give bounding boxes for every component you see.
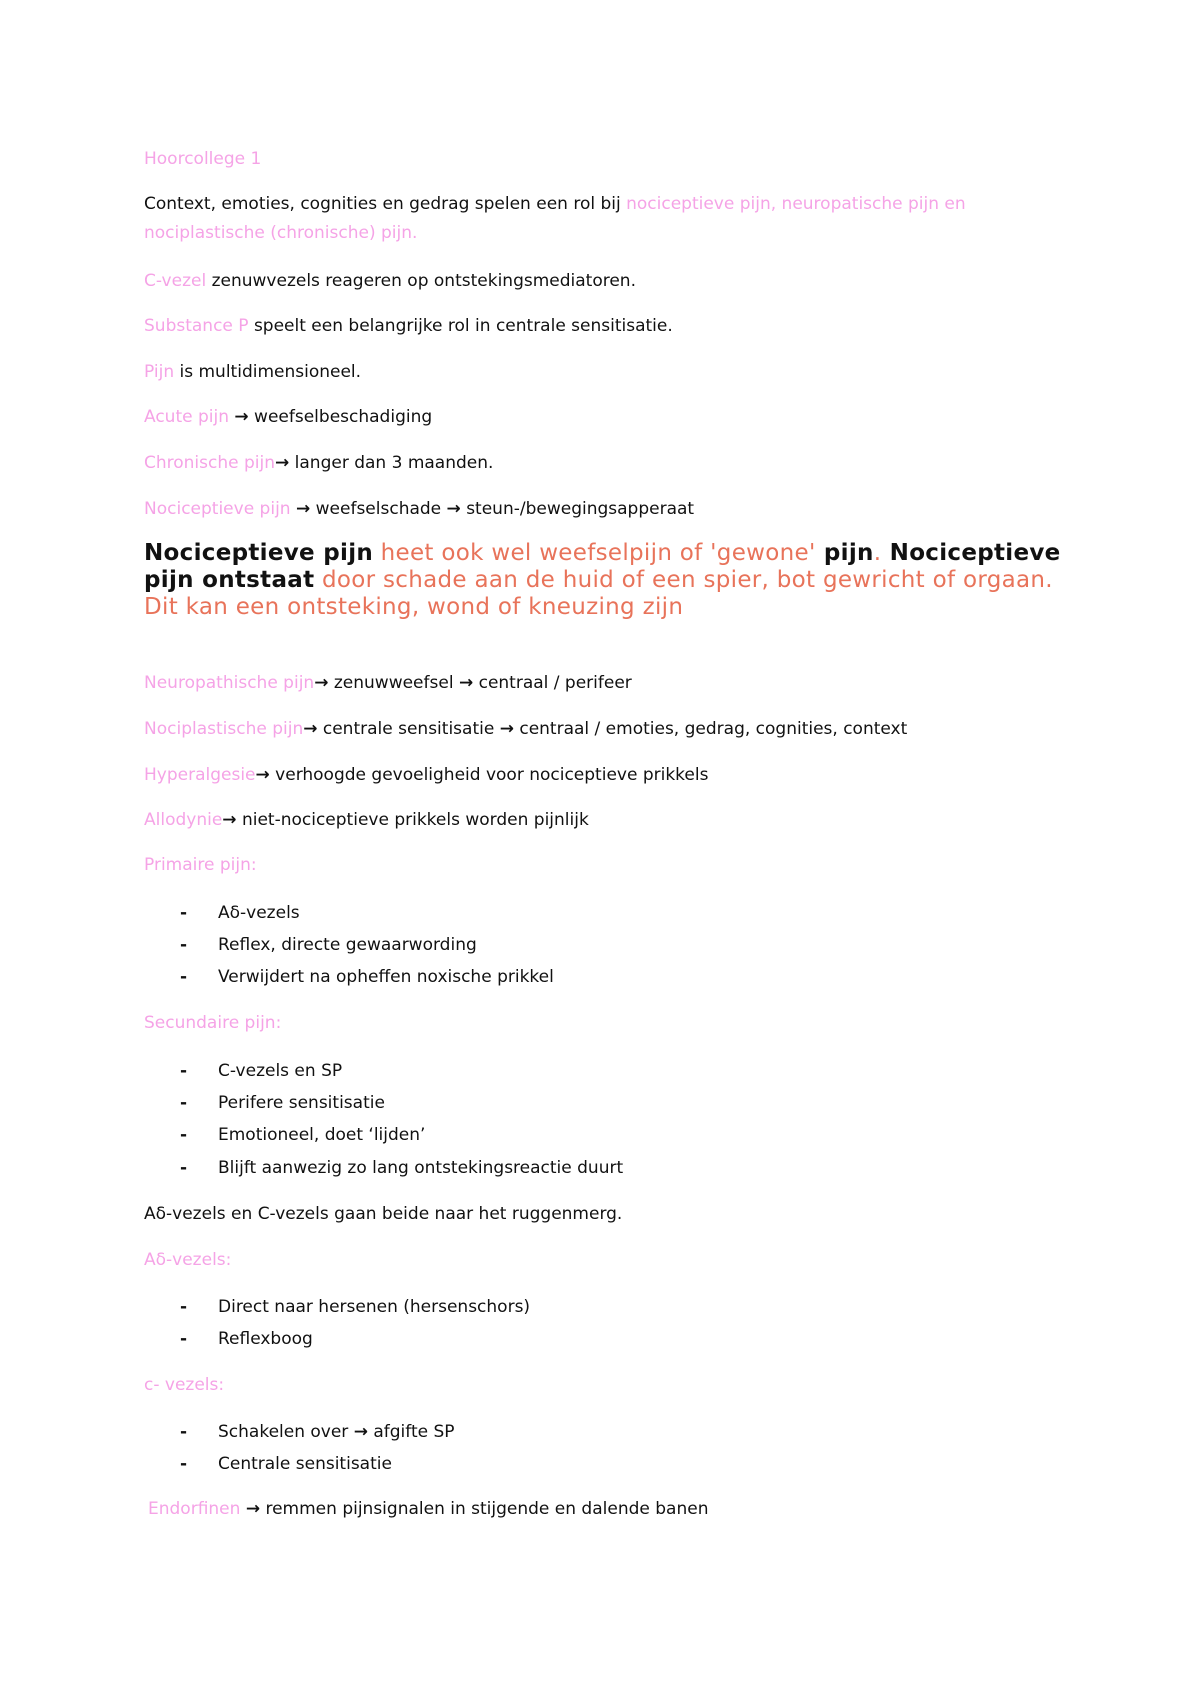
arrow-right-icon: →	[314, 673, 329, 693]
highlight-bold: Nociceptieve pijn	[144, 540, 374, 566]
highlight-colored: .	[873, 540, 882, 566]
highlight-colored: door schade aan de huid of een spier, bot gewricht of orgaan. Dit kan een ontsteking, wond of kneuzing zijn	[144, 567, 1053, 620]
term: Hyperalgesie	[144, 765, 256, 785]
list-item	[180, 934, 477, 956]
intro-line-1	[144, 193, 966, 215]
bullet-dash: -	[180, 1454, 188, 1474]
bullet-dash: -	[180, 1158, 188, 1178]
list-item	[180, 1421, 455, 1443]
section-title-primaire: Primaire pijn:	[144, 855, 257, 875]
statement-both-fibers: Aδ-vezels en C-vezels gaan beide naar het ruggenmerg.	[144, 1204, 623, 1224]
intro-text: Context, emoties, cognities en gedrag spelen een rol bij	[144, 194, 627, 214]
statement-neuropathische-pijn	[144, 672, 632, 694]
arrow-right-icon: →	[353, 1422, 368, 1442]
list-item-text: Schakelen over	[218, 1422, 354, 1442]
list-item	[180, 1453, 392, 1475]
list-item	[180, 966, 554, 988]
list-item-text: Perifere sensitisatie	[218, 1093, 385, 1113]
bullet-dash: -	[180, 967, 188, 987]
term: Pijn	[144, 362, 175, 382]
arrow-right-icon: →	[222, 810, 237, 830]
highlight-bold: pijn	[815, 540, 874, 566]
arrow-right-icon: →	[446, 499, 461, 519]
statement-text: langer dan 3 maanden.	[289, 453, 494, 473]
statement-text: is multidimensioneel.	[174, 362, 362, 382]
term: Allodynie	[144, 810, 223, 830]
bullet-dash: -	[180, 1093, 188, 1113]
bullet-dash: -	[180, 1297, 188, 1317]
list-item-text: Centrale sensitisatie	[218, 1454, 392, 1474]
arrow-right-icon: →	[303, 719, 318, 739]
bullet-dash: -	[180, 1329, 188, 1349]
section-title-adelta: Aδ-vezels:	[144, 1250, 232, 1270]
highlight-colored: heet ook wel weefselpijn of 'gewone'	[373, 540, 816, 566]
statement-acute-pijn	[144, 406, 432, 428]
section-title-secundaire: Secundaire pijn:	[144, 1013, 282, 1033]
arrow-right-icon: →	[234, 407, 249, 427]
statement-text: centraal / perifeer	[473, 673, 632, 693]
term: Nociplastische pijn	[144, 719, 304, 739]
list-item-text: Emotioneel, doet ‘lijden’	[218, 1125, 426, 1145]
arrow-right-icon: →	[458, 673, 474, 693]
statement-text: centraal / emoties, gedrag, cognities, context	[513, 719, 908, 739]
statement-endorfinen	[148, 1498, 708, 1520]
list-item	[180, 1328, 313, 1350]
list-item-text: Direct naar hersenen (hersenschors)	[218, 1297, 531, 1317]
statement-text: zenuwweefsel	[328, 673, 459, 693]
statement-nociceptieve-pijn	[144, 498, 694, 520]
statement-nociplastische-pijn	[144, 718, 907, 740]
statement-text: weefselschade	[310, 499, 447, 519]
term: Chronische pijn	[144, 453, 276, 473]
list-item-text: Blijft aanwezig zo lang ontstekingsreactie duurt	[218, 1158, 624, 1178]
section-title-cvezels: c- vezels:	[144, 1375, 225, 1395]
list-item	[180, 902, 300, 924]
bullet-dash: -	[180, 1125, 188, 1145]
term: Acute pijn	[144, 407, 235, 427]
term: Nociceptieve pijn	[144, 499, 296, 519]
term: Substance P	[144, 316, 249, 336]
bullet-dash: -	[180, 903, 188, 923]
highlight-bold: Nociceptieve pijn ontstaat	[144, 540, 1061, 593]
page-heading: Hoorcollege 1	[144, 149, 262, 169]
statement-pijn	[144, 361, 361, 383]
arrow-right-icon: →	[255, 765, 270, 785]
bullet-dash: -	[180, 935, 188, 955]
statement-substance-p	[144, 315, 673, 337]
list-item-text: Reflexboog	[218, 1329, 313, 1349]
statement-text: verhoogde gevoeligheid voor nociceptieve prikkels	[269, 765, 709, 785]
statement-text: weefselbeschadiging	[248, 407, 433, 427]
list-item-text: afgifte SP	[367, 1422, 455, 1442]
statement-text: steun-/bewegingsapperaat	[460, 499, 695, 519]
list-item	[180, 1092, 385, 1114]
arrow-right-icon: →	[275, 453, 290, 473]
list-item-text: Reflex, directe gewaarwording	[218, 935, 477, 955]
intro-pink-text: nociceptieve pijn, neuropatische pijn en	[626, 194, 966, 214]
highlight-paragraph	[144, 540, 1084, 621]
list-item	[180, 1124, 425, 1146]
list-item-text: C-vezels en SP	[218, 1061, 343, 1081]
list-item	[180, 1157, 623, 1179]
statement-text: centrale sensitisatie	[317, 719, 500, 739]
term: Endorfinen	[148, 1499, 246, 1519]
list-item-text: Verwijdert na opheffen noxische prikkel	[218, 967, 554, 987]
bullet-dash: -	[180, 1422, 188, 1442]
list-item-text: Aδ-vezels	[218, 903, 300, 923]
list-item	[180, 1296, 530, 1318]
statement-text: niet-nociceptieve prikkels worden pijnlijk	[236, 810, 589, 830]
bullet-dash: -	[180, 1061, 188, 1081]
arrow-right-icon: →	[295, 499, 311, 519]
statement-c-vezel	[144, 270, 636, 292]
term: C-vezel	[144, 271, 207, 291]
statement-chronische-pijn	[144, 452, 493, 474]
statement-allodynie	[144, 809, 589, 831]
statement-text: zenuwvezels reageren op ontstekingsmediatoren.	[206, 271, 636, 291]
term: Neuropathische pijn	[144, 673, 315, 693]
statement-hyperalgesie	[144, 764, 708, 786]
statement-text: remmen pijnsignalen in stijgende en dalende banen	[260, 1499, 709, 1519]
list-item	[180, 1060, 342, 1082]
statement-text: speelt een belangrijke rol in centrale sensitisatie.	[248, 316, 673, 336]
arrow-right-icon: →	[499, 719, 514, 739]
arrow-right-icon: →	[245, 1499, 261, 1519]
intro-line-2: nociplastische (chronische) pijn.	[144, 223, 418, 243]
